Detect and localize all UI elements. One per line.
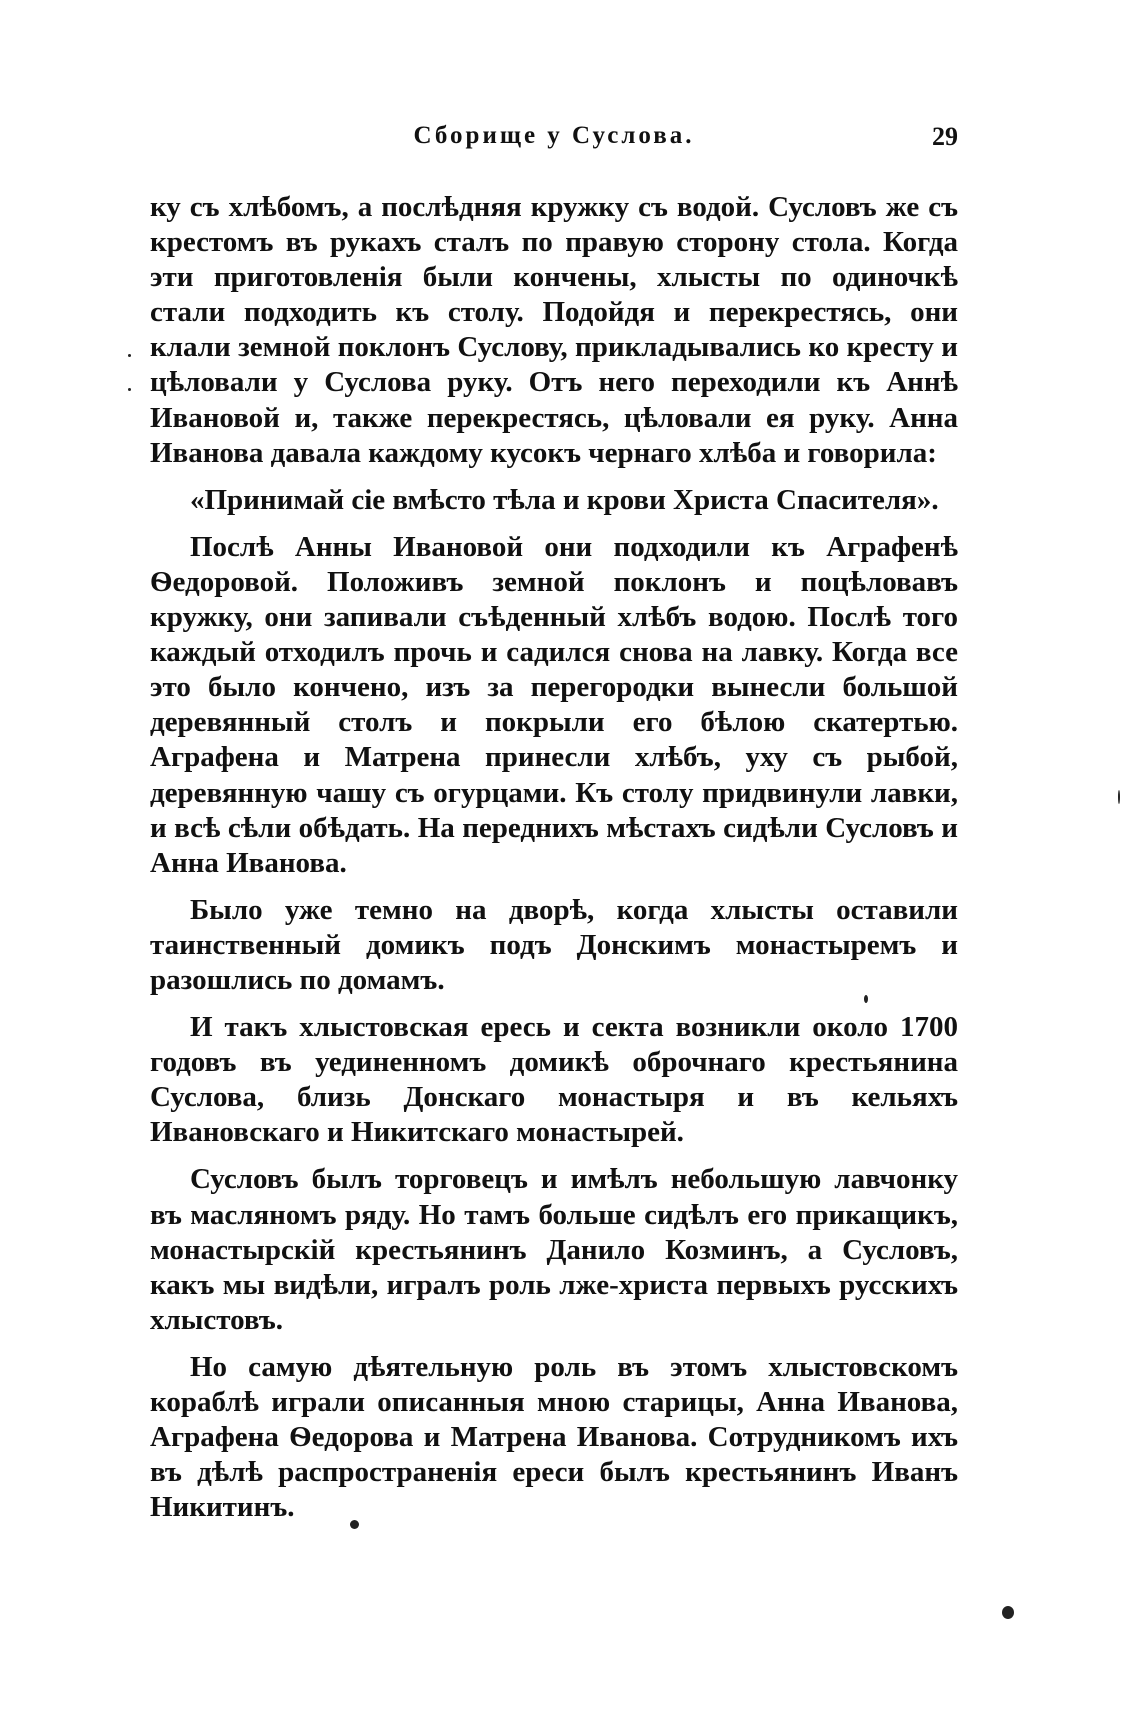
scan-speck [1118,790,1120,804]
paragraph-quote: «Принимай сіе вмѣсто тѣла и крови Христа Спасителя». [190,483,939,516]
scan-speck [864,995,868,1003]
page-header [150,122,958,162]
paragraph-1: ку съ хлѣбомъ, а послѣдняя кружку съ водой. Сусловъ же съ крестомъ въ рукахъ сталъ по правую сторону стола. Когда эти приготовленія были кончены, хлысты по одиночкѣ стали подходить къ столу. Подойдя и перекрестясь, они клали земной поклонъ Суслову, прикладывались ко кресту и цѣловали у Суслова руку. Отъ него переходили къ Аннѣ Ивановой и, также перекрестясь, цѣловали ея руку. Анна Иванова давала каждому кусокъ чернаго хлѣба и говорила: [150,191,958,469]
paragraph-7: Но самую дѣятельную роль въ этомъ хлыстовскомъ кораблѣ играли описанныя мною старицы, Анна Иванова, Аграфена Ѳедорова и Матрена Иванова. Сотрудникомъ ихъ въ дѣлѣ распространенія ереси былъ крестьянинъ Иванъ Никитинъ. [150,1350,958,1524]
running-title: Сборище у Суслова. [413,122,695,149]
paragraph-4: Было уже темно на дворѣ, когда хлысты оставили таинственный домикъ подъ Донскимъ монастыремъ и разошлись по домамъ. [150,893,958,996]
paragraph-6: Сусловъ былъ торговецъ и имѣлъ небольшую лавчонку въ масляномъ ряду. Но тамъ больше сидѣлъ его прикащикъ, монастырскій крестьянинъ Данило Козминъ, а Сусловъ, какъ мы видѣли, игралъ роль лже-христа первыхъ русскихъ хлыстовъ. [150,1163,958,1336]
scan-speck [128,388,131,391]
paragraph-5: И такъ хлыстовская ересь и секта возникли около 1700 годовъ въ уединенномъ домикѣ оброчнаго крестьянина Суслова, близь Донскаго монастыря и въ кельяхъ Ивановскаго и Никитскаго монастырей. [150,1011,958,1149]
paragraph-3: Послѣ Анны Ивановой они подходили къ Аграфенѣ Ѳедоровой. Положивъ земной поклонъ и поцѣловавъ кружку, они запивали съѣденный хлѣбъ водою. Послѣ того каждый отходилъ прочь и садился снова на лавку. Когда все это было кончено, изъ за перегородки вынесли большой деревянный столъ и покрыли его бѣлою скатертью. Аграфена и Матрена принесли хлѣбъ, уху съ рыбой, деревянную чашу съ огурцами. Къ столу придвинули лавки, и всѣ сѣли обѣдать. На переднихъ мѣстахъ сидѣли Сусловъ и Анна Иванова. [150,530,958,879]
scan-speck [350,1520,359,1529]
scan-speck [1002,1606,1014,1619]
body-text [150,190,958,1537]
page-number: 29 [932,122,958,151]
scan-speck [128,354,131,357]
